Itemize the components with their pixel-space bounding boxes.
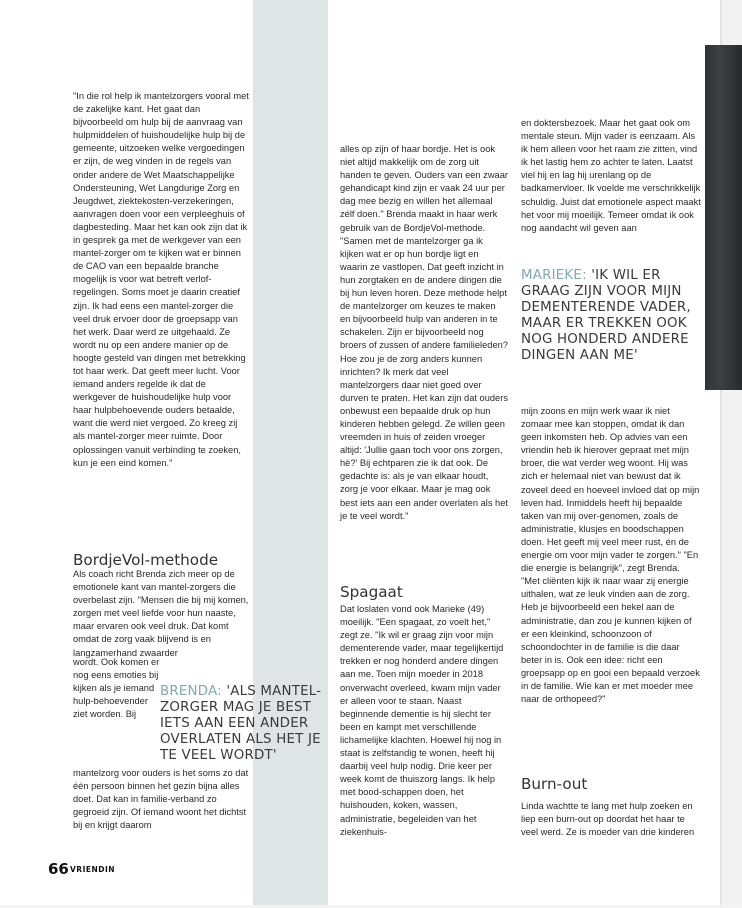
subheading-spagaat: Spagaat [340,583,403,601]
page-number: 66 [48,860,69,878]
closing-paragraph: mantelzorg voor ouders is het soms zo dat één persoon binnen het gezin bijna alles doet. Dat kan in familie-verband zo gegroeid zijn. Of iemand woont het dichtst bij en krijgt daarom [73,768,249,831]
intro-paragraph: "In die rol help ik mantelzorgers vooral met de zakelijke kant. Het gaat dan bijvoorbeeld om hulp bij de aanvraag van hulpmiddelen of huishoudelijke hulp bij de gemeente, uitzoeken welke vergoedingen er zijn, de weg vinden in de regels van onder andere de Wet Maatschappelijke Ondersteuning, Wet Langdurige Zorg en Jeugdwet, ziektekosten-verzekeringen, aanvragen doen voor een verpleeghuis of dagbesteding. Maar het kan ook zijn dat ik in gesprek ga met de werkgever van een mantel-zorger om te kijken wat er binnen de CAO van een bepaalde branche mogelijk is voor wat betreft verlof-regelingen. Soms moet je daarin creatief zijn. Ik had eens een mantel-zorger die veel druk ervoer door de groepsapp van het werk. Daar werd ze uitgehaald. Ze wordt nu op een andere manier op de hoogte gesteld van dingen met betrekking tot haar werk. Dat geeft meer lucht. Voor iemand anders regelde ik dat de werkgever de huishoudelijke hulp voor haar hulpbehoevende ouders betaalde, want die werd niet vergoed. Zo kreeg zij als mantel-zorger meer ruimte. Door oplossingen vanuit verbinding te zoeken, kun je een eind komen." [73,91,249,468]
subheading-burnout: Burn-out [521,775,588,793]
burnout-paragraph: Linda wachtte te lang met hulp zoeken en liep een burn-out op doordat het haar te veel werd. Ze is moeder van drie kinderen [521,801,695,838]
pull-quote-marieke [521,268,706,364]
article-column-1-narrow [73,656,161,721]
article-column-1-continued [73,568,251,660]
narrow-paragraph: wordt. Ook komen er nog eens emoties bij kijken als je iemand hulp-behoevender ziet worden. Bij [73,657,160,720]
article-column-3 [521,117,701,235]
quote-speaker: MARIEKE: [521,268,587,283]
article-column-1 [73,90,251,470]
article-column-3-end [521,800,701,839]
magazine-name: VRIENDIN [70,865,116,874]
quote-speaker: BRENDA: [160,684,222,699]
decorative-band [253,0,328,908]
subheading-bordjevol: BordjeVol-methode [73,551,219,569]
bordjevol-paragraph: Als coach richt Brenda zich meer op de emotionele kant van mantel-zorgers die overbelast zijn. "Mensen die bij mij komen, zorgen met veel liefde voor hun naaste, maar ervaren ook veel druk. Dat komt omdat de zorg vaak blijvend is en langzamerhand zwaarder [73,569,249,658]
article-column-3-continued [521,405,701,706]
quote-text: 'IK WIL ER GRAAG ZIJN VOOR MIJN DEMENTERENDE VADER, MAAR ER TREKKEN OOK NOG HONDERD ANDERE DINGEN AAN ME' [521,268,691,363]
pull-quote-brenda [160,684,330,764]
article-column-1-closing [73,767,251,832]
column-3-middle-paragraph: mijn zoons en mijn werk waar ik niet zomaar mee kan stoppen, omdat ik dan geen inkomsten heb. Op advies van een vriendin heb ik hierover gepraat met mijn broer, die wat verder weg woont. Hij was zich er helemaal niet van bewust dat ik zoveel deed en hoeveel invloed dat op mijn leven had. Inmiddels heeft hij bepaalde taken van mij over-genomen, zoals de administratie, klusjes en boodschappen doen. Het geeft mij veel meer rust, én de energie om voor mijn vader te zorgen." "En die energie is belangrijk", zegt Brenda. "Met cliënten kijk ik naar waar zij energie uithalen, wat ze leuk vinden aan de zorg. Heb je bijvoorbeeld een hekel aan de administratie, dan zou je kunnen kijken of er een kleinkind, schoonzoon of schoondochter in de familie is die daar beter in is. Ook een idee: richt een groepsapp op en gooi een bepaald verzoek in de familie. Wie kan er met moeder mee naar de orthopeed?" [521,406,700,705]
column-3-paragraph: en doktersbezoek. Maar het gaat ook om mentale steun. Mijn vader is eenzaam. Als ik hem alleen voor het raam zie zitten, vind ik het lastig hem zo achter te laten. Laatst viel hij en lag hij urenlang op de badkamervloer. Ik voelde me verschrikkelijk schuldig. Juist dat emotionele aspect maakt het voor mij moeilijk. Temeer omdat ik ook nog aandacht wil geven aan [521,118,701,233]
article-column-2-continued [340,603,508,839]
column-2-paragraph: alles op zijn of haar bordje. Het is ook niet altijd makkelijk om de zorg uit handen te geven. Ouders van een zwaar gehandicapt kind zijn er vaak 24 uur per dag mee bezig en willen het allemaal zélf doen." Brenda maakt in haar werk gebruik van de BordjeVol-methode. "Samen met de mantelzorger ga ik kijken wat er op hun bordje ligt en waarin ze vastlopen. Dat geeft inzicht in hun zorgtaken en de andere dingen die bij hun leven horen. Deze methode helpt de mantelzorger om keuzes te maken en bijvoorbeeld hulp van anderen in te schakelen. Zijn er bijvoorbeeld nog broers of zussen of andere familieleden? Hoe zou je de zorg anders kunnen inrichten? Ik merk dat veel mantelzorgers daar niet goed over durven te praten. Het kan zijn dat ouders onbewust een bepaalde druk op hun kinderen hebben gelegd. Ze willen geen vreemden in huis of zeiden vroeger altijd: 'Jullie gaan toch voor ons zorgen, hè?' Bij echtparen zie ik dat ook. De gedachte is: als je van elkaar houdt, zorg je voor elkaar. Maar je mag ook best iets aan een ander overlaten als het je te veel wordt." [340,144,508,521]
article-column-2 [340,143,508,523]
adjacent-page-photo [705,45,742,390]
spagaat-paragraph: Dat loslaten vond ook Marieke (49) moeilijk. "Een spagaat, zo voelt het," zegt ze. "Ik wil er graag zijn voor mijn dementerende vader, maar tegelijkertijd trekken er nog honderd andere dingen aan me. Toen mijn moeder in 2018 onverwacht overleed, kwam mijn vader er alleen voor te staan. Naast beginnende dementie is hij slecht ter been en kampt met verschillende lichamelijke klachten. Hoewel hij nog in staat is zelfstandig te wonen, heeft hij daarbij veel hulp nodig. Drie keer per week komt de thuiszorg langs. Ik help met bood-schappen doen, het huishouden, koken, wassen, administratie, begeleiden van het ziekenhuis- [340,604,504,837]
quote-text: 'ALS MANTEL-ZORGER MAG JE BEST IETS AAN EEN ANDER OVERLATEN ALS HET JE TE VEEL WORDT' [160,684,322,763]
